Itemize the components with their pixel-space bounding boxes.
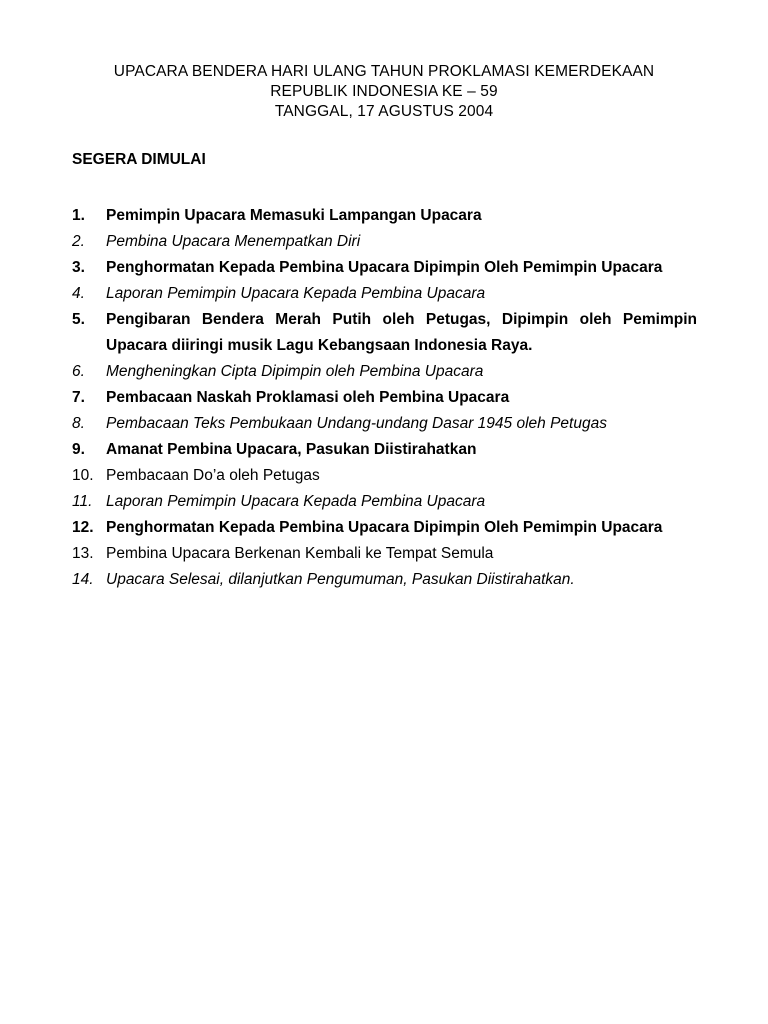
agenda-item-text: Pembina Upacara Berkenan Kembali ke Tempat Semula [106, 545, 494, 562]
agenda-item-text: Penghormatan Kepada Pembina Upacara Dipimpin Oleh Pemimpin Upacara [106, 519, 663, 536]
agenda-item-number: 1. [72, 207, 85, 224]
agenda-item-text: Laporan Pemimpin Upacara Kepada Pembina Upacara [106, 285, 486, 302]
agenda-item-number: 2. [72, 233, 85, 250]
agenda-item [72, 515, 697, 541]
agenda-item [72, 567, 697, 593]
agenda-item-number: 6. [72, 363, 85, 380]
agenda-item-number: 10. [72, 467, 94, 484]
section-heading: SEGERA DIMULAI [72, 151, 206, 168]
agenda-item-number: 8. [72, 415, 85, 432]
agenda-item-number: 4. [72, 285, 85, 302]
agenda-item-text: Pembacaan Do’a oleh Petugas [106, 467, 320, 484]
agenda-list [72, 203, 697, 593]
agenda-item [72, 411, 697, 437]
agenda-item-text: Pembina Upacara Menempatkan Diri [106, 233, 361, 250]
agenda-item [72, 385, 697, 411]
document-title [0, 62, 768, 122]
agenda-item-number: 11. [72, 493, 93, 510]
agenda-item [72, 281, 697, 307]
title-line: TANGGAL, 17 AGUSTUS 2004 [274, 103, 494, 120]
agenda-item [72, 255, 697, 281]
agenda-item-text: Pemimpin Upacara Memasuki Lampangan Upacara [106, 207, 482, 224]
agenda-item-number: 7. [72, 389, 85, 406]
agenda-item [72, 229, 697, 255]
agenda-item [72, 541, 697, 567]
title-line: UPACARA BENDERA HARI ULANG TAHUN PROKLAMASI KEMERDEKAAN [113, 63, 655, 80]
agenda-item-text: Mengheningkan Cipta Dipimpin oleh Pembina Upacara [106, 363, 484, 380]
title-line: REPUBLIK INDONESIA KE – 59 [270, 83, 498, 100]
agenda-item-number: 12. [72, 519, 94, 536]
agenda-item [72, 463, 697, 489]
agenda-item-text: Laporan Pemimpin Upacara Kepada Pembina Upacara [106, 493, 486, 510]
agenda-item-text: Amanat Pembina Upacara, Pasukan Diistirahatkan [106, 441, 477, 458]
agenda-item [72, 489, 697, 515]
agenda-item-number: 5. [72, 311, 85, 328]
agenda-item-number: 13. [72, 545, 94, 562]
agenda-item-number: 9. [72, 441, 85, 458]
agenda-item [72, 437, 697, 463]
agenda-item-text: Pengibaran Bendera Merah Putih oleh Petugas, Dipimpin oleh Pemimpin Upacara diiringi musik Lagu Kebangsaan Indonesia Raya. [106, 311, 697, 354]
agenda-item-number: 14. [72, 571, 94, 588]
agenda-item [72, 307, 697, 359]
agenda-item-text: Penghormatan Kepada Pembina Upacara Dipimpin Oleh Pemimpin Upacara [106, 259, 663, 276]
agenda-item-text: Pembacaan Naskah Proklamasi oleh Pembina Upacara [106, 389, 510, 406]
agenda-item-text: Pembacaan Teks Pembukaan Undang-undang Dasar 1945 oleh Petugas [106, 415, 607, 432]
agenda-item [72, 359, 697, 385]
agenda-item-number: 3. [72, 259, 85, 276]
agenda-item [72, 203, 697, 229]
agenda-item-text: Upacara Selesai, dilanjutkan Pengumuman, Pasukan Diistirahatkan. [106, 571, 575, 588]
